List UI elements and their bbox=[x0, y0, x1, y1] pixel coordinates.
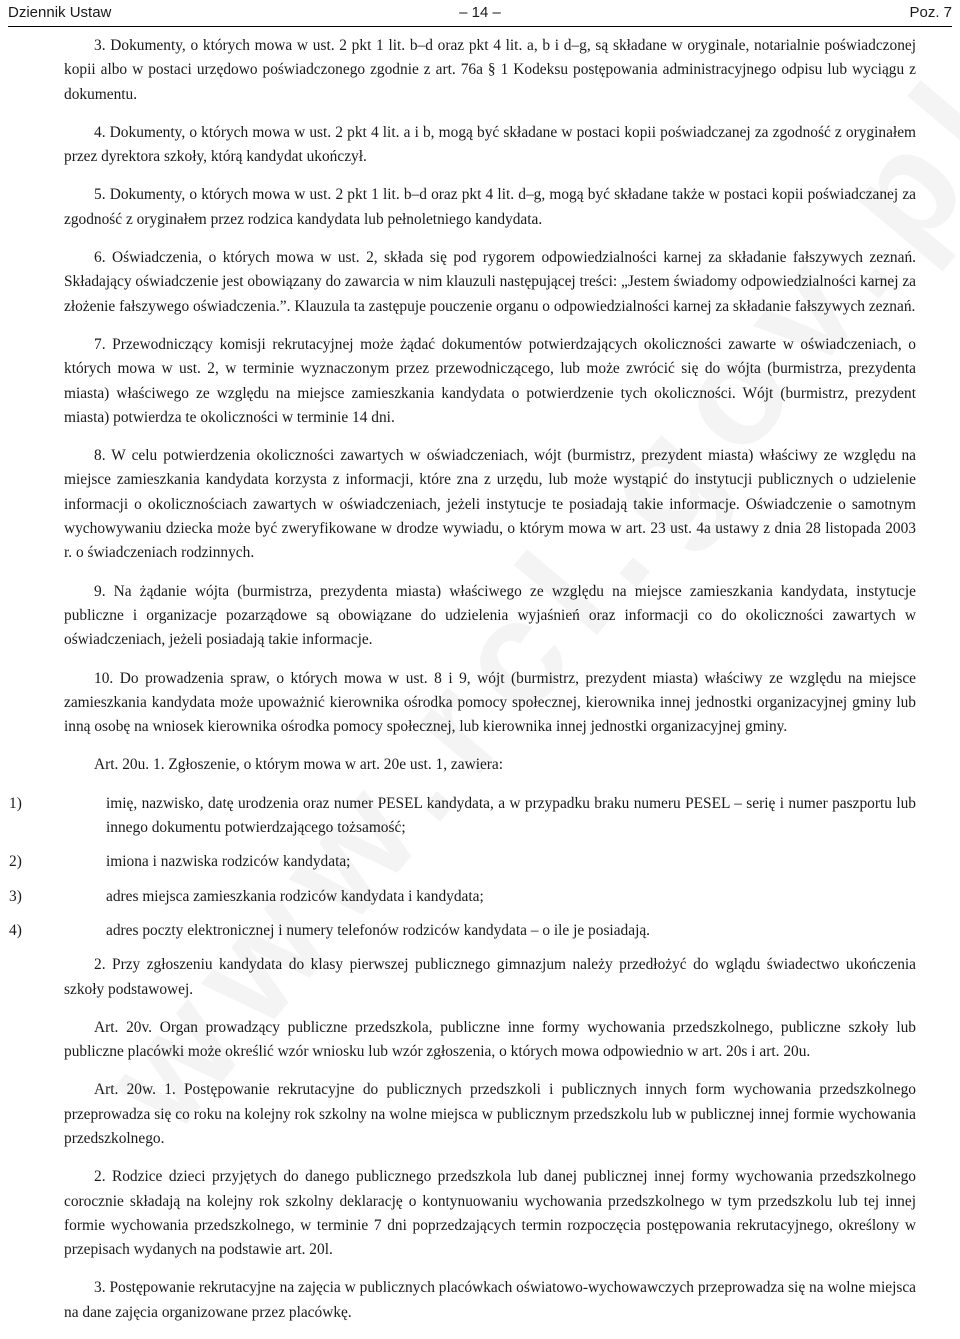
list-item-text: adres miejsca zamieszkania rodziców kandydata i kandydata; bbox=[106, 887, 484, 905]
position-number: Poz. 7 bbox=[909, 4, 952, 21]
paragraph: 2. Przy zgłoszeniu kandydata do klasy pierwszej publicznego gimnazjum należy przedłożyć do wglądu świadectwo ukończenia szkoły podstawowej. bbox=[64, 956, 916, 998]
page-header bbox=[8, 0, 952, 27]
list-item bbox=[9, 792, 916, 841]
paragraph: 3. Postępowanie rekrutacyjne na zajęcia w publicznych placówkach oświatowo-wychowawczych przeprowadza się na wolne miejsca na dane zajęcia organizowane przez placówkę. bbox=[64, 1279, 916, 1321]
paragraph: 5. Dokumenty, o których mowa w ust. 2 pkt 1 lit. b–d oraz pkt 4 lit. d–g, mogą być składane także w postaci kopii poświadczanej za zgodność z oryginałem przez rodzica kandydata lub pełnoletniego kandydata. bbox=[64, 186, 916, 228]
article-heading: Art. 20u. 1. Zgłoszenie, o którym mowa w art. 20e ust. 1, zawiera: bbox=[94, 756, 504, 774]
list-item bbox=[9, 850, 916, 874]
paragraph: 10. Do prowadzenia spraw, o których mowa w ust. 8 i 9, wójt (burmistrz, prezydent miasta) właściwy ze względu na miejsce zamieszkania kandydata może upoważnić kierownika ośrodka pomocy społecznej, kierownika innej jednostki organizacyjnej gminy lub inną osobę na wniosek kierownika ośrodka pomocy społecznej, lub kierownika innej jednostki organizacyjnej gminy. bbox=[64, 669, 916, 736]
list-item bbox=[9, 919, 916, 943]
paragraph: 3. Dokumenty, o których mowa w ust. 2 pkt 1 lit. b–d oraz pkt 4 lit. a, b i d–g, są składane w oryginale, notarialnie poświadczonej kopii albo w postaci urzędowo poświadczonego zgodnie z art. 76a § 1 Kodeksu postępowania administracyjnego odpisu lub wyciągu z dokumentu. bbox=[64, 37, 916, 103]
list-item-number: 3) bbox=[9, 887, 22, 905]
journal-title: Dziennik Ustaw bbox=[8, 4, 112, 21]
list-item-number: 1) bbox=[9, 794, 22, 812]
article-paragraph: Art. 20w. 1. Postępowanie rekrutacyjne do publicznych przedszkoli i publicznych innych form wychowania przedszkolnego przeprowadza się co roku na kolejny rok szkolny na wolne miejsca w publicznym przedszkolu lub w publicznej innej formie wychowania przedszkolnego. bbox=[64, 1081, 916, 1147]
list-item bbox=[9, 885, 916, 909]
paragraph: 9. Na żądanie wójta (burmistrza, prezydenta miasta) właściwego ze względu na miejsce zamieszkania kandydata, instytucje publiczne i organizacje pozarządowe są obowiązane do udzielenia wyjaśnień oraz informacji co do okoliczności zawartych w oświadczeniach, jeżeli posiadają takie informacje. bbox=[64, 582, 916, 649]
list-item-number: 2) bbox=[9, 853, 22, 871]
enumerated-list bbox=[9, 792, 916, 943]
list-item-text: imiona i nazwiska rodziców kandydata; bbox=[106, 853, 351, 871]
document-body bbox=[9, 34, 916, 1339]
paragraph: 8. W celu potwierdzenia okoliczności zawartych w oświadczeniach, wójt (burmistrz, prezydent miasta) właściwy ze względu na miejsce zamieszkania kandydata korzysta z informacji, które zna z urzędu, lub może wystąpić do instytucji publicznych o udzielenie informacji o okolicznościach zawartych w oświadczeniach, jeżeli instytucje te posiadają takie informacje. Oświadczenie o samotnym wychowywaniu dziecka może być zweryfikowane w drodze wywiadu, o którym mowa w art. 23 ust. 4a ustawy z dnia 28 listopada 2003 r. o świadczeniach rodzinnych. bbox=[64, 447, 916, 562]
paragraph: 6. Oświadczenia, o których mowa w ust. 2, składa się pod rygorem odpowiedzialności karnej za składanie fałszywych zeznań. Składający oświadczenie jest obowiązany do zawarcia w nim klauzuli następującej treści: „Jestem świadomy odpowiedzialności karnej za złożenie fałszywego oświadczenia.”. Klauzula ta zastępuje pouczenie organu o odpowiedzialności karnej za składanie fałszywych zeznań. bbox=[64, 249, 916, 315]
list-item-text: imię, nazwisko, datę urodzenia oraz numer PESEL kandydata, a w przypadku braku numeru PESEL – serię i numer paszportu lub innego dokumentu potwierdzającego tożsamość; bbox=[106, 794, 916, 837]
article-paragraph: Art. 20v. Organ prowadzący publiczne przedszkola, publiczne inne formy wychowania przedszkolnego, publiczne szkoły lub publiczne placówki może określić wzór wniosku lub wzór zgłoszenia, o których mowa odpowiednio w art. 20s i art. 20u. bbox=[64, 1018, 916, 1061]
list-item-number: 4) bbox=[9, 921, 22, 939]
page-number: – 14 – bbox=[459, 4, 501, 21]
paragraph: 7. Przewodniczący komisji rekrutacyjnej może żądać dokumentów potwierdzających okoliczności zawarte w oświadczeniach, o których mowa w ust. 2, w terminie wyznaczonym przez przewodniczącego, lub może zwrócić się do wójta (burmistrza, prezydenta miasta) właściwego ze względu na miejsce zamieszkania kandydata o potwierdzenie tych okoliczności. Wójt (burmistrz, prezydent miasta) potwierdza te okoliczności w terminie 14 dni. bbox=[64, 335, 916, 426]
paragraph: 2. Rodzice dzieci przyjętych do danego publicznego przedszkola lub danej publicznej innej formy wychowania przedszkolnego corocznie składają na kolejny rok szkolny deklarację o kontynuowaniu wychowania przedszkolnego w tym przedszkolu lub tej innej formie wychowania przedszkolnego, w terminie 7 dni poprzedzających termin rozpoczęcia postępowania rekrutacyjnego, określony w przepisach wydanych na podstawie art. 20l. bbox=[64, 1168, 916, 1259]
paragraph: 4. Dokumenty, o których mowa w ust. 2 pkt 4 lit. a i b, mogą być składane w postaci kopii poświadczanej za zgodność z oryginałem przez dyrektora szkoły, którą kandydat ukończył. bbox=[64, 123, 916, 166]
list-item-text: adres poczty elektronicznej i numery telefonów rodziców kandydata – o ile je posiadają. bbox=[106, 921, 651, 939]
